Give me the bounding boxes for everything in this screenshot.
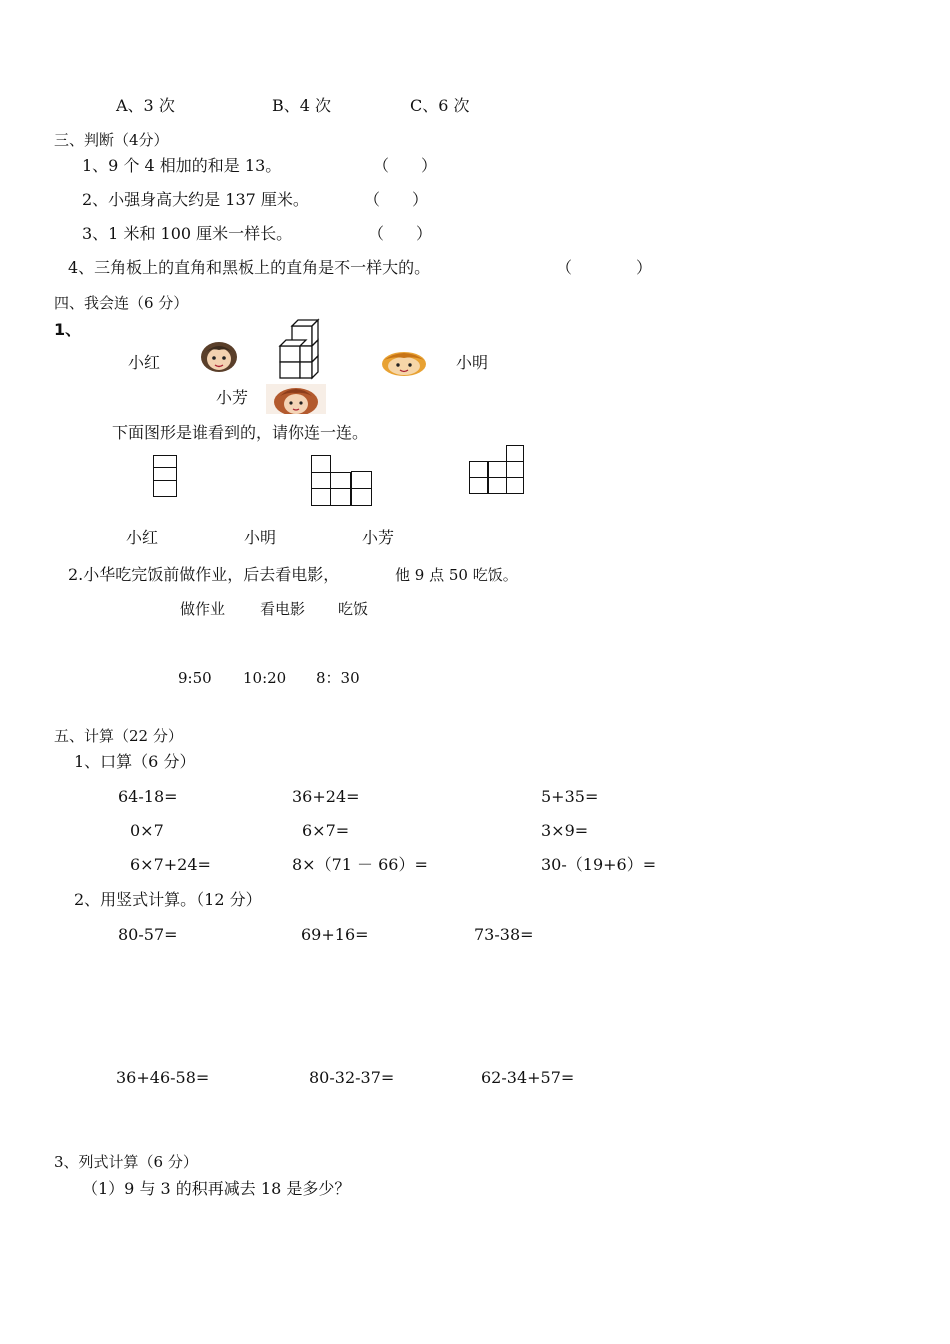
judge-bracket-2: （ ） [364,190,429,209]
oral-r3-c1: 6×7+24= [130,855,211,874]
section4-title: 四、我会连（6 分） [54,294,189,312]
equation-q1: （1）9 与 3 的积再减去 18 是多少？ [82,1179,351,1198]
activity-3: 吃饭 [338,600,369,618]
vertical-r2-c3: 62-34+57= [481,1068,575,1087]
view-figure-1-divider-b [153,480,177,481]
oral-r1-c3: 5+35= [541,787,599,806]
oral-title: 1、口算（6 分） [74,752,196,771]
q2-text-b: 他 9 点 50 吃饭。 [395,566,518,584]
vertical-r1-c3: 73-38= [474,925,534,944]
answer-name-3: 小芳 [362,528,395,547]
judge-item-4: 4、三角板上的直角和黑板上的直角是不一样大的。 [68,258,431,277]
choice-c: C、6 次 [410,96,470,115]
activity-1: 做作业 [180,600,226,618]
vertical-title: 2、用竖式计算。（12 分） [74,890,262,909]
view-figure-1 [153,455,177,497]
label-xiaohong: 小红 [128,353,161,372]
label-xiaofang: 小芳 [216,388,249,407]
judge-item-2: 2、小强身高大约是 137 厘米。 [82,190,309,209]
vertical-r2-c1: 36+46-58= [116,1068,210,1087]
girl-with-hair-icon [266,384,326,414]
cube-stack-icon [276,318,324,380]
oral-r3-c3: 30-（19+6）= [541,855,657,874]
judge-item-1: 1、9 个 4 相加的和是 13。 [82,156,282,175]
q1-number: 1、 [54,320,82,339]
judge-item-3: 3、1 米和 100 厘米一样长。 [82,224,293,243]
vertical-r1-c1: 80-57= [118,925,178,944]
time-3: 8：30 [316,669,360,687]
time-1: 9:50 [178,669,212,687]
judge-bracket-4: （ ） [556,258,653,277]
q2-text: 2.小华吃完饭前做作业，后去看电影， [68,565,340,584]
answer-name-1: 小红 [126,528,159,547]
answer-name-2: 小明 [244,528,277,547]
equation-title: 3、列式计算（6 分） [54,1153,198,1171]
view-figure-1-divider-a [153,467,177,468]
boy-face-icon [380,350,428,378]
oral-r2-c2: 6×7= [302,821,350,840]
oral-r2-c1: 0×7 [130,821,164,840]
oral-r1-c1: 64-18= [118,787,178,806]
oral-r2-c3: 3×9= [541,821,589,840]
vertical-r1-c2: 69+16= [301,925,369,944]
section5-title: 五、计算（22 分） [54,727,183,745]
time-2: 10:20 [243,669,287,687]
judge-bracket-1: （ ） [373,156,438,175]
activity-2: 看电影 [260,600,306,618]
judge-bracket-3: （ ） [368,224,433,243]
oral-r3-c2: 8×（71 － 66）= [292,855,428,874]
q1-prompt: 下面图形是谁看到的，请你连一连。 [112,423,369,442]
choice-a: A、3 次 [116,96,175,115]
vertical-r2-c2: 80-32-37= [309,1068,395,1087]
oral-r1-c2: 36+24= [292,787,360,806]
label-xiaoming: 小明 [456,353,489,372]
section3-title: 三、判断（4分） [54,131,169,149]
girl-face-icon [198,340,240,374]
choice-b: B、4 次 [272,96,332,115]
